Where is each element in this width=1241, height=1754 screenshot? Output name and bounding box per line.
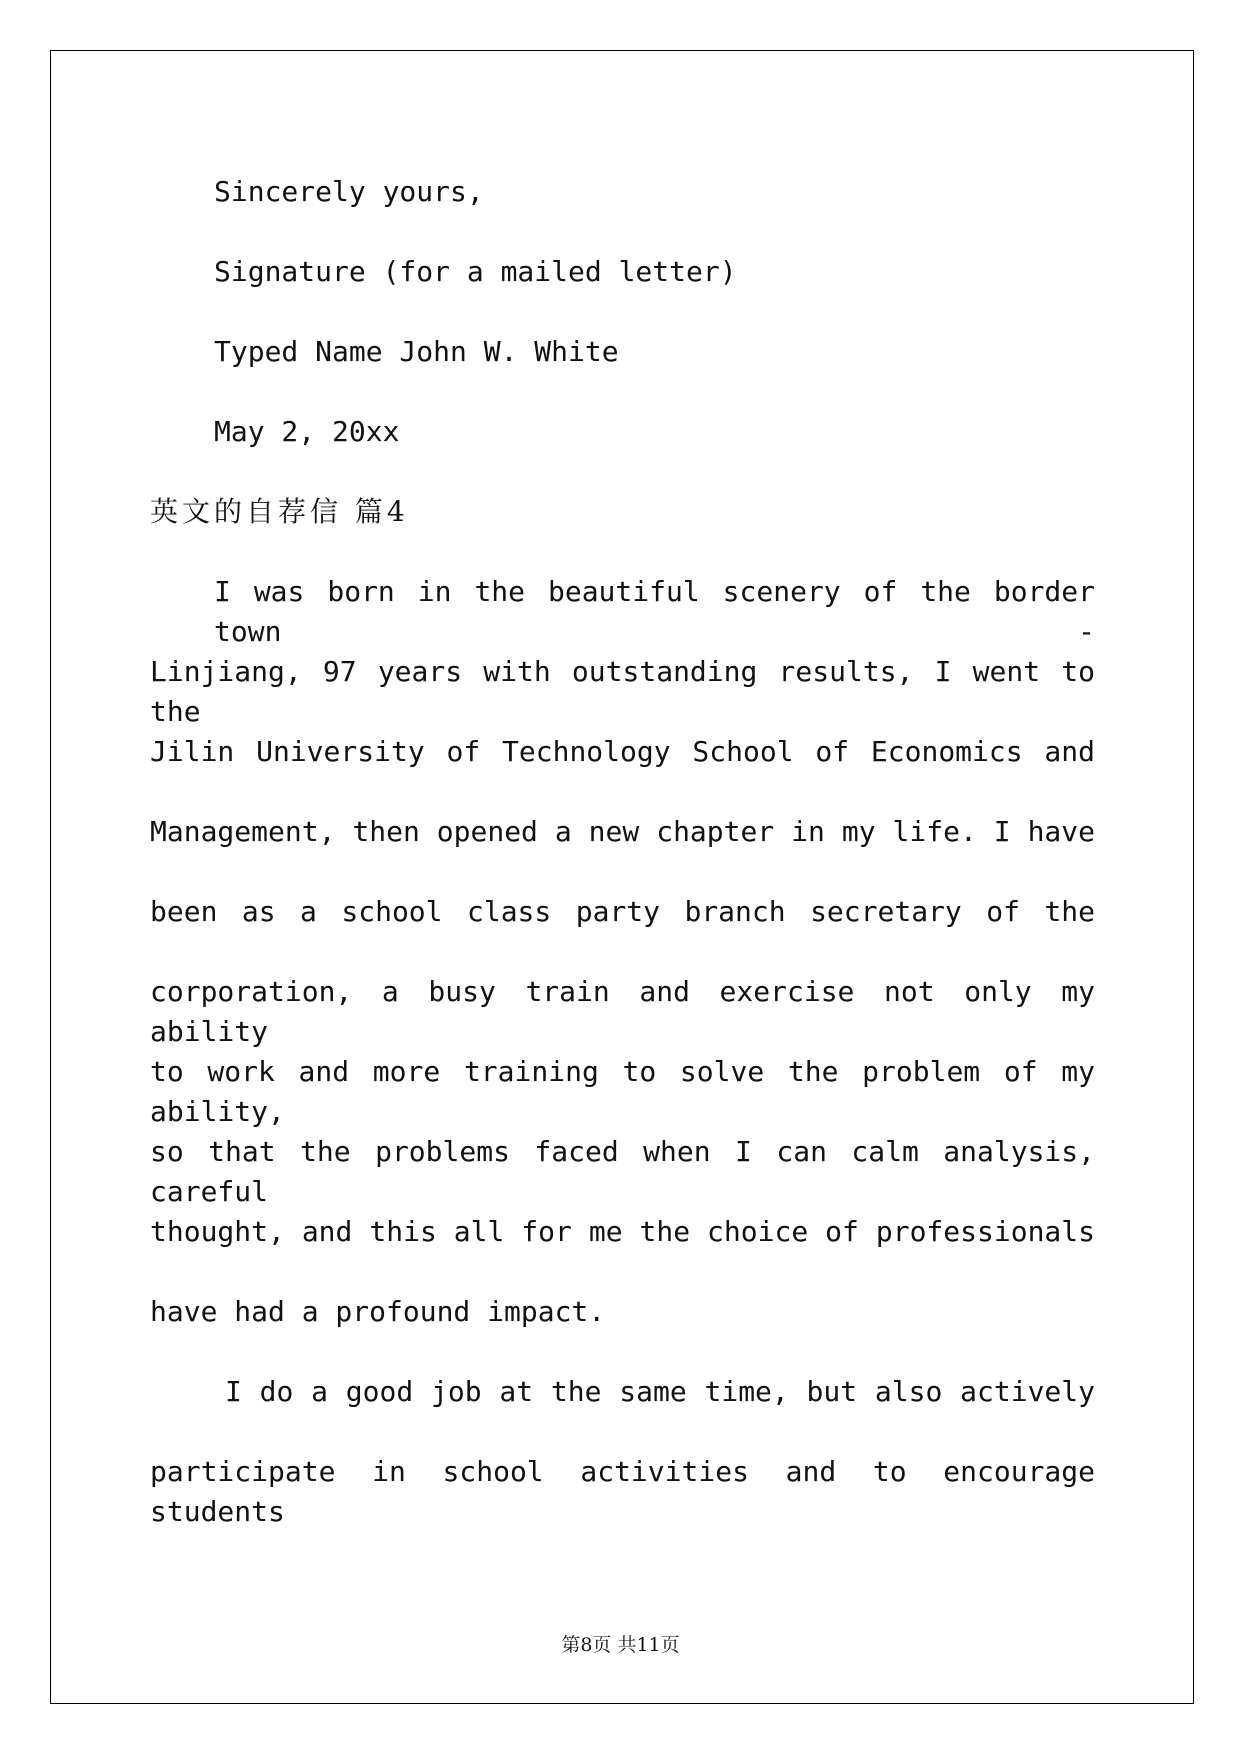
- paragraph-line: I do a good job at the same time, but also actively: [225, 1375, 1095, 1408]
- paragraph-line: been as a school class party branch secretary of the: [150, 895, 1095, 928]
- paragraph-line: to work and more training to solve the problem of my ability,: [150, 1055, 1095, 1128]
- paragraph-line: I was born in the beautiful scenery of the border town -: [214, 575, 1095, 648]
- paragraph-line: Linjiang, 97 years with outstanding results, I went to the: [150, 655, 1095, 728]
- paragraph-line: thought, and this all for me the choice of professionals: [150, 1215, 1095, 1248]
- paragraph-line: Jilin University of Technology School of Economics and: [150, 735, 1095, 768]
- paragraph-line: have had a profound impact.: [150, 1295, 606, 1328]
- closing-salutation: Sincerely yours,: [214, 175, 484, 208]
- page-number-footer: 第8页 共11页: [561, 1634, 680, 1656]
- closing-typed-name: Typed Name John W. White: [214, 335, 619, 368]
- paragraph-line: participate in school activities and to encourage students: [150, 1455, 1095, 1528]
- closing-date: May 2, 20xx: [214, 415, 400, 448]
- closing-signature: Signature (for a mailed letter): [214, 255, 737, 288]
- section-heading: 英文的自荐信 篇4: [150, 495, 409, 528]
- paragraph-line: Management, then opened a new chapter in my life. I have: [150, 815, 1095, 848]
- paragraph-line: corporation, a busy train and exercise not only my ability: [150, 975, 1095, 1048]
- paragraph-line: so that the problems faced when I can calm analysis, careful: [150, 1135, 1095, 1208]
